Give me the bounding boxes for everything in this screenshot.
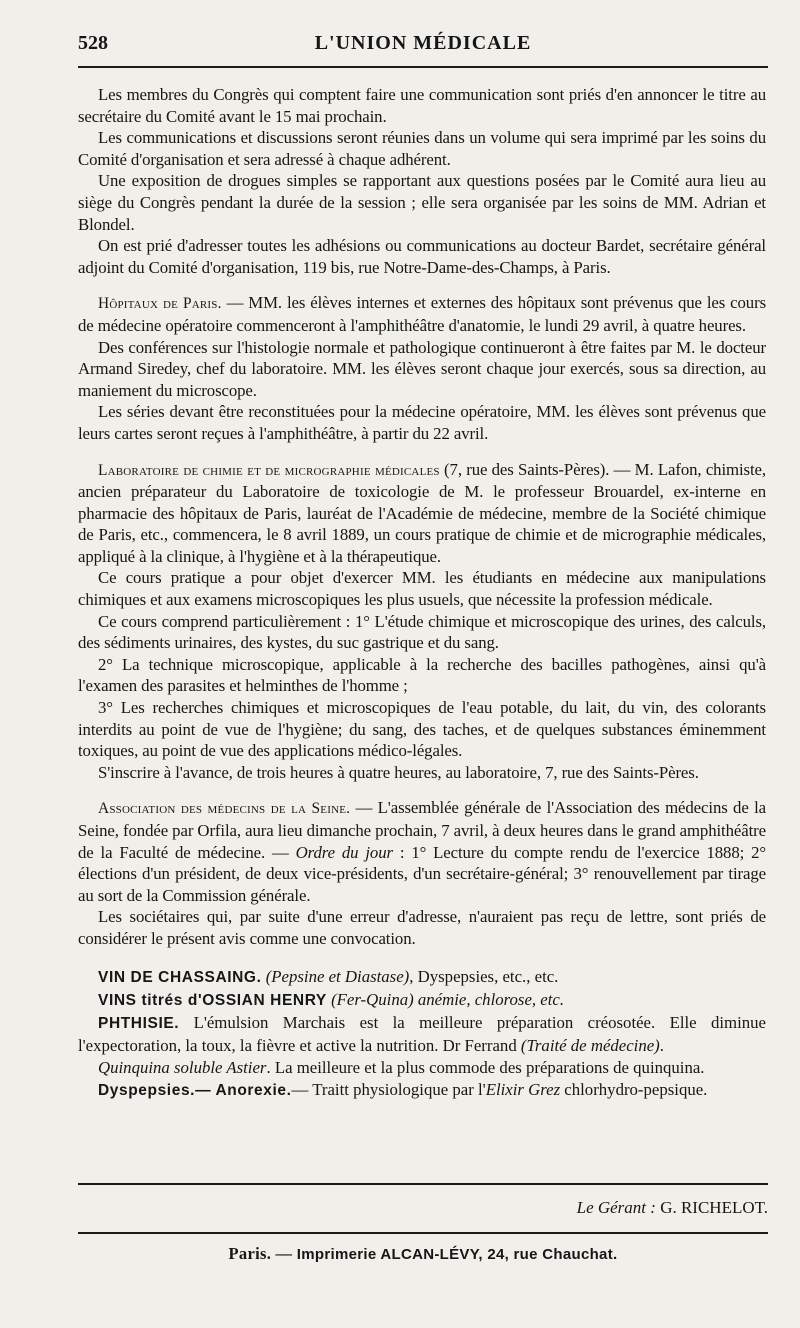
congres-paragraph: Les communications et discussions seront réunies dans un volume qui sera imprimé par les soins du Comité d'organisation et sera adressé à chaque adhérent. <box>78 128 766 169</box>
article-body <box>78 84 766 1102</box>
advert-dyspepsies <box>78 1079 766 1102</box>
ordre-du-jour: Ordre du jour <box>295 842 393 862</box>
advert-italic: (Traité de médecine) <box>520 1035 660 1055</box>
advert-italic: (Pepsine et Diastase) <box>265 966 410 986</box>
gerant-name: G. RICHELOT. <box>655 1198 768 1217</box>
advert-text: L'émulsion Marchais est la meilleure préparation créosotée. Elle diminue l'expectoration, la toux, la fièvre et active la nutrition. Dr Ferrand <box>78 1012 766 1055</box>
running-header <box>78 30 768 60</box>
hopitaux-paragraph: Des conférences sur l'histologie normale et pathologique continueront à être faites par M. le docteur Armand Siredey, chef du laboratoire. MM. les élèves seront chaque jour exercés, sous sa direction, au maniement du microscope. <box>78 337 766 400</box>
association-paragraph: Les sociétaires qui, par suite d'une erreur d'adresse, n'auraient pas reçu de lettre, sont priés de considérer le présent avis comme une convocation. <box>78 907 766 948</box>
advert-vin-chassaing <box>78 966 766 989</box>
advert-brand: VIN DE CHASSAING. <box>98 968 262 986</box>
association-text: — L'assemblée générale de l'Association des médecins de la Seine, fondée par Orfila, aura lieu dimanche prochain, 7 avril, à deux heures dans le grand amphithéâtre de la Faculté de médecine. — <box>78 798 766 862</box>
advert-quinquina <box>78 1057 766 1079</box>
advert-ossian-henry <box>78 989 766 1012</box>
footer-rule-bottom <box>78 1232 768 1234</box>
footer-rule-top <box>78 1183 768 1185</box>
section-gap <box>78 445 766 459</box>
association-paragraph <box>78 797 766 906</box>
hopitaux-paragraph: Les séries devant être reconstituées pour la médecine opératoire, MM. les élèves sont prévenus que leurs cartes seront reçues à l'amphithéâtre, à partir du 22 avril. <box>78 402 766 443</box>
advert-brand: PHTHISIE. <box>98 1014 180 1032</box>
section-gap <box>78 783 766 797</box>
gerant-line <box>78 1198 768 1218</box>
section-heading-association: Association des médecins de la Seine. <box>98 800 351 818</box>
advert-text: — Traitt physiologique par l' <box>291 1079 486 1099</box>
section-gap <box>78 278 766 292</box>
advert-brand: VINS titrés d'OSSIAN HENRY <box>98 991 327 1009</box>
laboratoire-paragraph: S'inscrire à l'avance, de trois heures à quatre heures, au laboratoire, 7, rue des Saints-Pères. <box>98 762 699 782</box>
page-number: 528 <box>78 32 108 54</box>
advert-brand: Dyspepsies.— Anorexie. <box>98 1081 292 1099</box>
printer-place: Paris. — <box>228 1244 297 1263</box>
laboratoire-paragraph: Ce cours pratique a pour objet d'exercer MM. les étudiants en médecine aux manipulations chimiques et aux examens microscopiques les plus usuels, que nécessite la profession médicale. <box>78 568 766 610</box>
printer-line <box>78 1244 768 1264</box>
laboratoire-paragraph: 2° La technique microscopique, applicable à la recherche des bacilles pathogènes, ainsi qu'à l'examen des parasites et helminthes de l'homme ; <box>78 654 766 696</box>
hopitaux-text: — MM. les élèves internes et externes des hôpitaux sont prévenus que les cours de médecine opératoire commenceront à l'amphithéâtre d'anatomie, le lundi 29 avril, à quatre heures. <box>78 293 767 335</box>
advert-text-end: chlorhydro-pepsique. <box>560 1079 708 1099</box>
advert-text: , Dyspepsies, etc., etc. <box>409 966 559 986</box>
laboratoire-paragraph <box>78 459 766 568</box>
hopitaux-paragraph <box>78 292 766 336</box>
congres-paragraph: On est prié d'adresser toutes les adhésions ou communications au docteur Bardet, secrétaire général adjoint du Comité d'organisation, 119 bis, rue Notre-Dame-des-Champs, à Paris. <box>78 236 766 277</box>
printer-name: Imprimerie ALCAN-LÉVY, 24, rue Chauchat. <box>296 1246 618 1263</box>
laboratoire-paragraph: Ce cours comprend particulièrement : 1° L'étude chimique et microscopique des urines, des calculs, des sédiments urinaires, des kystes, du suc gastrique et du sang. <box>78 611 766 653</box>
advert-italic: Quinquina soluble Astier <box>98 1057 267 1077</box>
advert-text: . La meilleure et la plus commode des préparations de quinquina. <box>266 1057 705 1077</box>
section-heading-hopitaux: Hôpitaux de Paris. <box>98 295 222 313</box>
association-text-tail: : 1° Lecture du compte rendu de l'exercice 1888; 2° élections d'un président, de deux vice-présidents, d'un secrétaire-général; 3° renouvellement par tirage au sort de la Commission générale. <box>78 842 766 905</box>
journal-title: L'UNION MÉDICALE <box>314 32 532 54</box>
advert-italic: (Fer-Quina) anémie, chlorose, etc. <box>331 989 565 1009</box>
congres-paragraph: Une exposition de drogues simples se rapportant aux questions posées par le Comité aura lieu au siège du Congrès pendant la durée de la session ; elle sera organisée par les soins de MM. Adrian et Blondel. <box>78 171 766 234</box>
advert-text-end: . <box>659 1035 664 1055</box>
advert-phthisie <box>78 1012 766 1057</box>
laboratoire-text: (7, rue des Saints-Pères). — M. Lafon, chimiste, ancien préparateur du Laboratoire de toxicologie de M. le professeur Brouardel, ex-interne en pharmacie des hôpitaux de Paris, lauréat de l'Académie de médecine, membre de la Société chimique de Paris, etc., commencera, le 8 avril 1889, un cours pratique de chimie et de micrographie médicales, appliqué à la clinique, à l'hygiène et à la thérapeutique. <box>78 459 766 566</box>
section-heading-laboratoire: Laboratoire de chimie et de micrographie médicales <box>98 461 440 479</box>
advert-italic: Elixir Grez <box>485 1079 561 1099</box>
congres-paragraph: Les membres du Congrès qui comptent faire une communication sont priés d'en annoncer le titre au secrétaire du Comité avant le 15 mai prochain. <box>78 85 766 126</box>
laboratoire-paragraph: 3° Les recherches chimiques et microscopiques de l'eau potable, du lait, du vin, des colorants interdits au point de vue de l'hygiène; du sang, des taches, et de quelques substances éminemment toxiques, au point de vue des applications médico-légales. <box>78 698 766 761</box>
gerant-label: Le Gérant : <box>576 1198 656 1217</box>
header-rule <box>78 66 768 68</box>
